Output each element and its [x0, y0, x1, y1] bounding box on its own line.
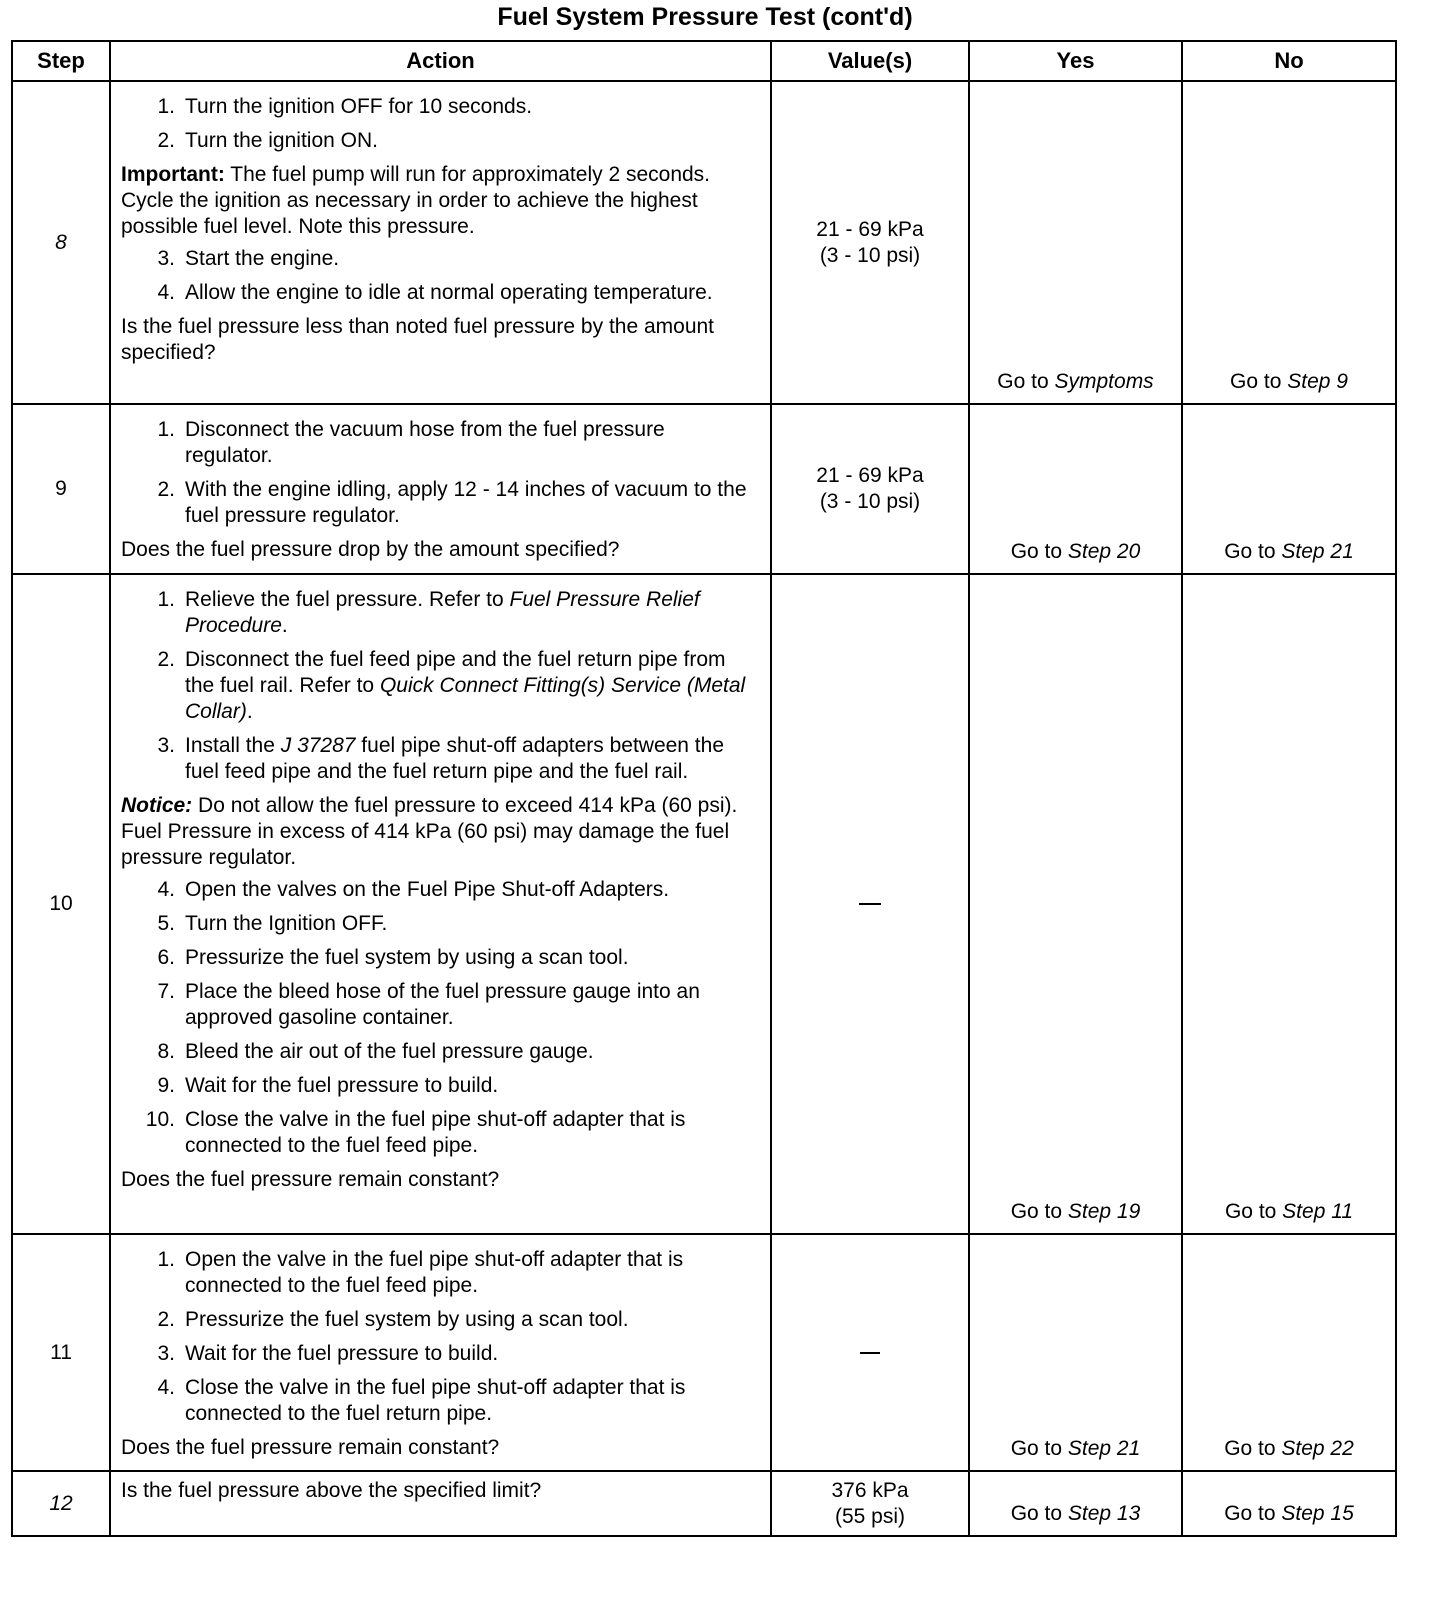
question: Does the fuel pressure remain constant? [121, 1168, 500, 1191]
no-value-dash [859, 903, 881, 905]
question: Does the fuel pressure drop by the amount specified? [121, 538, 620, 561]
no-link[interactable]: Step 15 [1281, 1502, 1354, 1525]
action-cell [110, 574, 771, 1234]
yes-cell: Go to Step 21 [969, 1234, 1182, 1471]
table-row [12, 1234, 1396, 1471]
no-value-dash [860, 1352, 880, 1354]
no-cell: Go to Step 9 [1182, 81, 1396, 404]
action-cell [110, 81, 771, 404]
list-item: 1. Disconnect the vacuum hose from the fuel pressure regulator. [157, 418, 665, 467]
list-item: 4. Close the valve in the fuel pipe shut-off adapter that is connected to the fuel return pipe. [157, 1376, 686, 1425]
question: Does the fuel pressure remain constant? [121, 1436, 500, 1459]
question: Is the fuel pressure above the specified limit? [121, 1479, 542, 1502]
page-title: Fuel System Pressure Test (cont'd) [497, 3, 913, 31]
list-item: 1. Relieve the fuel pressure. Refer to Fuel Pressure Relief Procedure. [157, 588, 700, 637]
no-link[interactable]: Step 9 [1287, 370, 1348, 393]
list-item: 10. Close the valve in the fuel pipe shut-off adapter that is connected to the fuel feed pipe. [145, 1108, 686, 1157]
step-number: 9 [12, 404, 110, 574]
no-cell: Go to Step 21 [1182, 404, 1396, 574]
step-number: 10 [12, 574, 110, 1234]
list-item: 8. Bleed the air out of the fuel pressure gauge. [157, 1040, 594, 1063]
list-item: 5. Turn the Ignition OFF. [157, 912, 388, 935]
header-step: Step [12, 41, 110, 81]
yes-link[interactable]: Step 21 [1067, 1437, 1141, 1460]
list-item: 1. Open the valve in the fuel pipe shut-off adapter that is connected to the fuel feed pipe. [157, 1248, 684, 1297]
header-values: Value(s) [771, 41, 969, 81]
value-cell: 21 - 69 kPa (3 - 10 psi) [771, 81, 969, 404]
yes-cell: Go to Step 20 [969, 404, 1182, 574]
no-cell: Go to Step 15 [1182, 1471, 1396, 1536]
list-item: 2. Turn the ignition ON. [157, 129, 378, 152]
no-cell: Go to Step 22 [1182, 1234, 1396, 1471]
table-row [12, 81, 1396, 404]
list-item: 3. Wait for the fuel pressure to build. [157, 1342, 499, 1365]
no-link[interactable]: Step 11 [1282, 1200, 1354, 1223]
list-item: 2. With the engine idling, apply 12 - 14 inches of vacuum to the fuel pressure regulator. [157, 478, 747, 527]
list-item: 7. Place the bleed hose of the fuel pressure gauge into an approved gasoline container. [157, 980, 700, 1029]
table-row [12, 574, 1396, 1234]
value-cell [771, 574, 969, 1234]
notice-note: Notice: Do not allow the fuel pressure to exceed 414 kPa (60 psi). Fuel Pressure in excess of 414 kPa (60 psi) may damage the fuel pressure regulator. [121, 794, 738, 869]
list-item: 9. Wait for the fuel pressure to build. [157, 1074, 499, 1097]
table-row [12, 1471, 1396, 1536]
yes-link[interactable]: Step 20 [1067, 540, 1141, 563]
action-cell [110, 404, 771, 574]
list-item: 6. Pressurize the fuel system by using a scan tool. [157, 946, 629, 969]
step-number: 8 [12, 81, 110, 404]
value-cell [771, 1234, 969, 1471]
yes-link[interactable]: Step 19 [1067, 1200, 1141, 1223]
table-row [12, 404, 1396, 574]
yes-cell: Go to Step 13 [969, 1471, 1182, 1536]
fuel-pressure-test-table [11, 40, 1397, 1537]
list-item: 2. Pressurize the fuel system by using a scan tool. [157, 1308, 629, 1331]
list-item: 1. Turn the ignition OFF for 10 seconds. [157, 95, 533, 118]
value-cell: 21 - 69 kPa (3 - 10 psi) [771, 404, 969, 574]
step-number: 12 [12, 1471, 110, 1536]
list-item: 3. Start the engine. [157, 247, 340, 270]
step-number: 11 [12, 1234, 110, 1471]
procedure-reference[interactable]: Fuel Pressure Relief Procedure [185, 588, 700, 637]
yes-link[interactable]: Step 13 [1067, 1502, 1141, 1525]
list-item: 3. Install the J 37287 fuel pipe shut-off adapters between the fuel feed pipe and the fuel return pipe and the fuel rail. [157, 734, 725, 783]
header-action: Action [110, 41, 771, 81]
value-cell: 376 kPa (55 psi) [771, 1471, 969, 1536]
list-item: 4. Allow the engine to idle at normal operating temperature. [157, 281, 713, 304]
yes-link[interactable]: Symptoms [1054, 370, 1154, 393]
no-cell: Go to Step 11 [1182, 574, 1396, 1234]
question: Is the fuel pressure less than noted fuel pressure by the amount specified? [121, 315, 715, 364]
list-item: 4. Open the valves on the Fuel Pipe Shut-off Adapters. [157, 878, 670, 901]
list-item: 2. Disconnect the fuel feed pipe and the fuel return pipe from the fuel rail. Refer to Quick Connect Fitting(s) Service (Metal Collar). [157, 648, 746, 723]
header-no: No [1182, 41, 1396, 81]
action-cell [110, 1234, 771, 1471]
action-cell [110, 1471, 771, 1536]
important-note: Important: The fuel pump will run for approximately 2 seconds. Cycle the ignition as necessary in order to achieve the highest possible fuel level. Note this pressure. [121, 163, 711, 238]
yes-cell: Go to Symptoms [969, 81, 1182, 404]
no-link[interactable]: Step 22 [1281, 1437, 1354, 1460]
header-yes: Yes [969, 41, 1182, 81]
table-header-row [12, 41, 1396, 81]
tool-reference: J 37287 [280, 734, 356, 757]
no-link[interactable]: Step 21 [1281, 540, 1354, 563]
yes-cell: Go to Step 19 [969, 574, 1182, 1234]
procedure-reference[interactable]: Quick Connect Fitting(s) Service (Metal Collar) [185, 674, 746, 723]
